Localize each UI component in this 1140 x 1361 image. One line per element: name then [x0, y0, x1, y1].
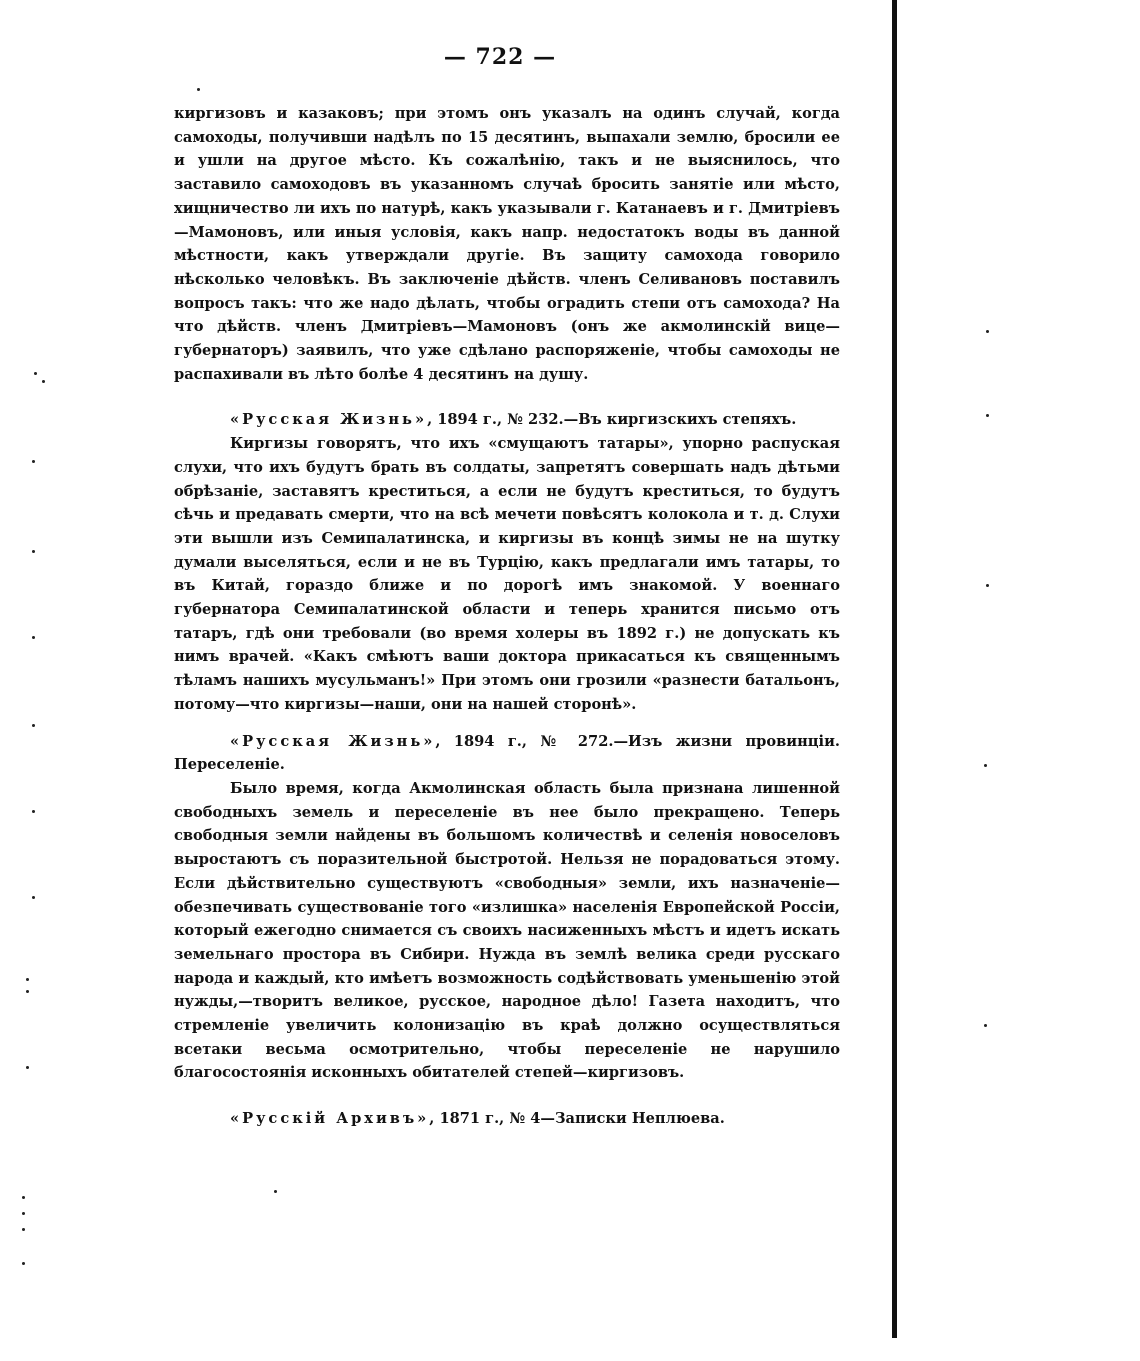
scan-speck: [34, 372, 37, 375]
scan-speck: [22, 1262, 25, 1265]
section-citation-2: , 1894 г., № 272.—Изъ жизни провинціи. Переселеніе.: [174, 732, 840, 774]
scan-speck: [197, 88, 200, 91]
scan-speck: [26, 978, 29, 981]
section-spacer: [174, 386, 840, 408]
scan-speck: [22, 1228, 25, 1231]
section-body-2: Было время, когда Акмолинская область была признана лишенной свободныхъ земель и переселеніе въ нее было прекращено. Теперь свободныя земли найдены въ большомъ количествѣ и селенія новоселовъ выростаютъ съ поразительной быстротой. Нельзя не порадоваться этому. Если дѣйствительно существуютъ «свободныя» земли, ихъ назначеніе—обезпечивать существованіе того «излишка» населенія Европейской Россіи, который ежегодно снимается съ своихъ насиженныхъ мѣстъ и идетъ искать земельнаго простора въ Сибири. Нужда въ землѣ велика среди русскаго народа и каждый, кто имѣетъ возможность содѣйствовать уменьшенію этой нужды,—творитъ великое, русское, народное дѣло! Газета находитъ, что стремленіе увеличить колонизацію въ краѣ должно осуществляться всетаки весьма осмотрительно, чтобы переселеніе не нарушило благосостоянія исконныхъ обитателей степей—киргизовъ.: [174, 779, 840, 1082]
scan-speck: [32, 636, 35, 639]
section-heading-1: [174, 408, 840, 432]
text-column: [174, 102, 840, 1131]
section-source-2: «Русская Жизнь»: [230, 732, 436, 750]
scan-speck: [26, 990, 29, 993]
section-spacer: [174, 717, 840, 730]
section-spacer: [174, 1085, 840, 1107]
scan-speck: [986, 414, 989, 417]
scan-speck: [986, 584, 989, 587]
scan-speck: [32, 550, 35, 553]
scan-speck: [26, 1066, 29, 1069]
scan-speck: [42, 380, 45, 383]
scan-speck: [22, 1196, 25, 1199]
section-source-3: «Русскій Архивъ»: [230, 1110, 430, 1128]
scan-speck: [32, 724, 35, 727]
page-edge-rule: [892, 0, 897, 1338]
scan-speck: [32, 810, 35, 813]
section-citation-1: , 1894 г., № 232.—Въ киргизскихъ степяхъ.: [427, 411, 797, 429]
scan-speck: [32, 896, 35, 899]
section-body-1: Киргизы говорятъ, что ихъ «смущаютъ татары», упорно распуская слухи, что ихъ будутъ брать въ солдаты, запретятъ совершать надъ дѣтьми обрѣзаніе, заставятъ креститься, а если не будутъ креститься, то будутъ сѣчь и предавать смерти, что на всѣ мечети повѣсятъ колокола и т. д. Слухи эти вышли изъ Семипалатинска, и киргизы въ концѣ зимы не на шутку думали выселяться, если и не въ Турцію, какъ предлагали имъ татары, то въ Китай, гораздо ближе и по дорогѣ имъ знакомой. У военнаго губернатора Семипалатинской области и теперь хранится письмо отъ татаръ, гдѣ они требовали (во время холеры въ 1892 г.) не допускать къ нимъ врачей. «Какъ смѣютъ ваши доктора прикасаться къ священнымъ тѣламъ нашихъ мусульманъ!» При этомъ они грозили «разнести батальонъ, потому—что киргизы—наши, они на нашей сторонѣ».: [174, 435, 840, 713]
scan-speck: [984, 764, 987, 767]
section-citation-3: , 1871 г., № 4—Записки Неплюева.: [429, 1110, 725, 1128]
scan-speck: [984, 1024, 987, 1027]
section-source-1: «Русская Жизнь»: [230, 411, 428, 429]
scan-speck: [22, 1212, 25, 1215]
continuation-paragraph: киргизовъ и казаковъ; при этомъ онъ указалъ на одинъ случай, когда самоходы, получивши надѣлъ по 15 десятинъ, выпахали землю, бросили ее и ушли на другое мѣсто. Къ сожалѣнію, такъ и не выяснилось, что заставило самоходовъ въ указанномъ случаѣ бросить занятіе или мѣсто, хищничество ли ихъ по натурѣ, какъ указывали г. Катанаевъ и г. Дмитріевъ—Мамоновъ, или иныя условія, какъ напр. недостатокъ воды въ данной мѣстности, какъ утверждали другіе. Въ защиту самохода говорило нѣсколько человѣкъ. Въ заключеніе дѣйств. членъ Селивановъ поставилъ вопросъ такъ: что же надо дѣлать, чтобы оградить степи отъ самохода? На что дѣйств. членъ Дмитріевъ—Мамоновъ (онъ же акмолинскій вице—губернаторъ) заявилъ, что уже сдѣлано распоряженіе, чтобы самоходы не распахивали въ лѣто болѣе 4 десятинъ на душу.: [174, 105, 840, 383]
scan-speck: [986, 330, 989, 333]
scan-speck: [274, 1190, 277, 1193]
page-number: — 722 —: [443, 44, 557, 70]
scan-speck: [32, 460, 35, 463]
section-heading-3: [174, 1107, 840, 1131]
section-heading-2: [174, 730, 840, 777]
